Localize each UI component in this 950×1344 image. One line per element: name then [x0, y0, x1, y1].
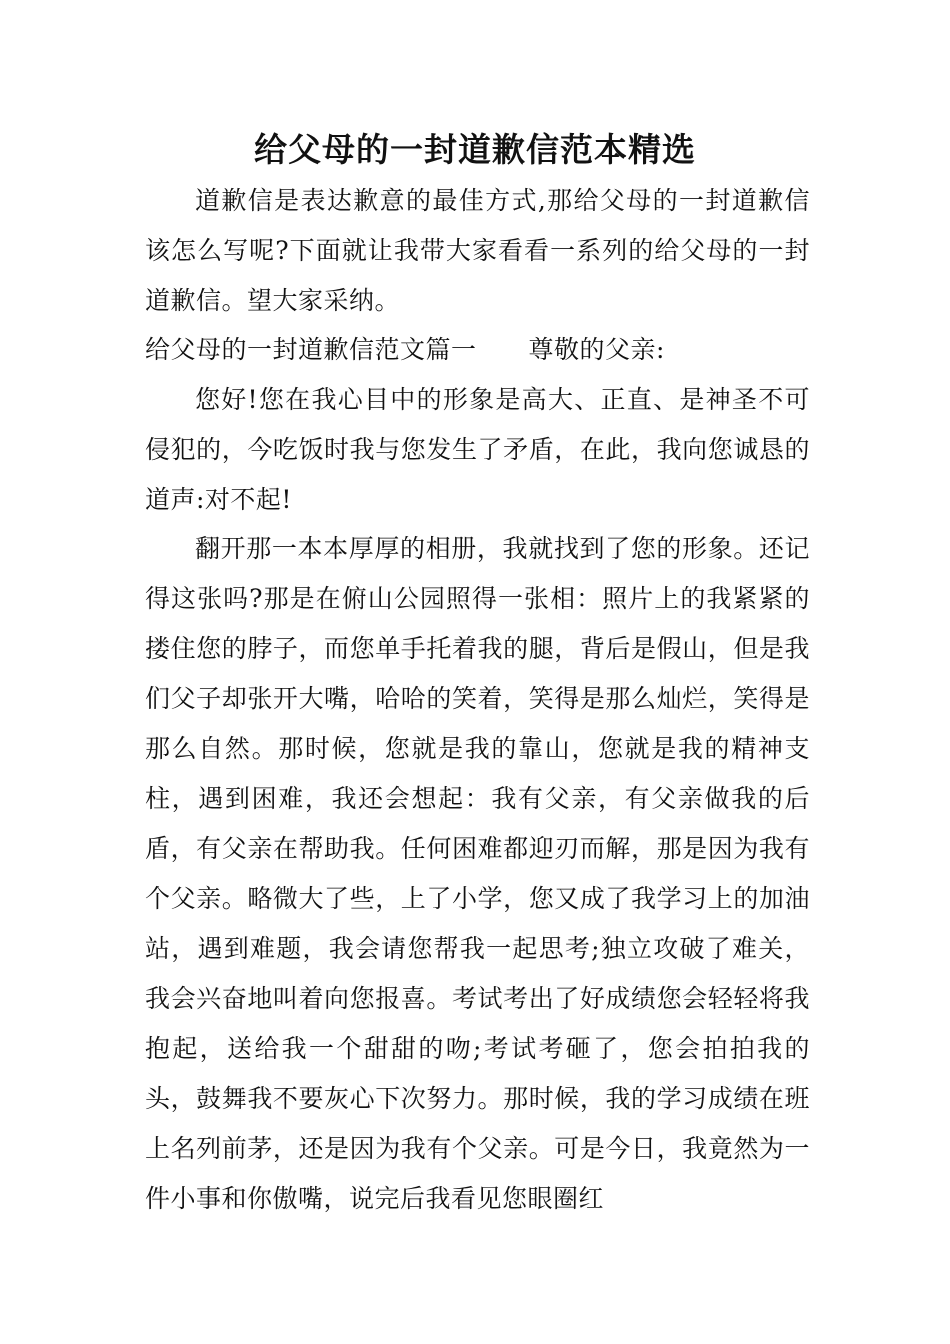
salutation: 尊敬的父亲:: [528, 335, 665, 364]
section-heading: 给父母的一封道歉信范文篇一: [145, 335, 477, 364]
document-title: 给父母的一封道歉信范本精选: [254, 130, 696, 169]
letter-paragraph-2: 翻开那一本本厚厚的相册，我就找到了您的形象。还记得这张吗?那是在俯山公园照得一张相：照片上的我紧紧的搂住您的脖子，而您单手托着我的腿，背后是假山，但是我们父子却张开大嘴，哈哈的笑着，笑得是那么灿烂，笑得是那么自然。那时候，您就是我的靠山，您就是我的精神支柱，遇到困难，我还会想起：我有父亲，有父亲做我的后盾，有父亲在帮助我。任何困难都迎刃而解，那是因为我有个父亲。略微大了些，上了小学，您又成了我学习上的加油站，遇到难题，我会请您帮我一起思考;独立攻破了难关，我会兴奋地叫着向您报喜。考试考出了好成绩您会轻轻将我抱起，送给我一个甜甜的吻;考试考砸了，您会拍拍我的头，鼓舞我不要灰心下次努力。那时候，我的学习成绩在班上名列前茅，还是因为我有个父亲。可是今日，我竟然为一件小事和你傲嘴，说完后我看见您眼圈红: [145, 534, 810, 1213]
section-heading-line: [145, 325, 810, 375]
letter-paragraph-1: 您好!您在我心目中的形象是高大、正直、是神圣不可侵犯的，今吃饭时我与您发生了矛盾，在此，我向您诚恳的道声:对不起!: [145, 385, 810, 514]
intro-paragraph: 道歉信是表达歉意的最佳方式,那给父母的一封道歉信该怎么写呢?下面就让我带大家看看一系列的给父母的一封道歉信。望大家采纳。: [145, 186, 810, 315]
